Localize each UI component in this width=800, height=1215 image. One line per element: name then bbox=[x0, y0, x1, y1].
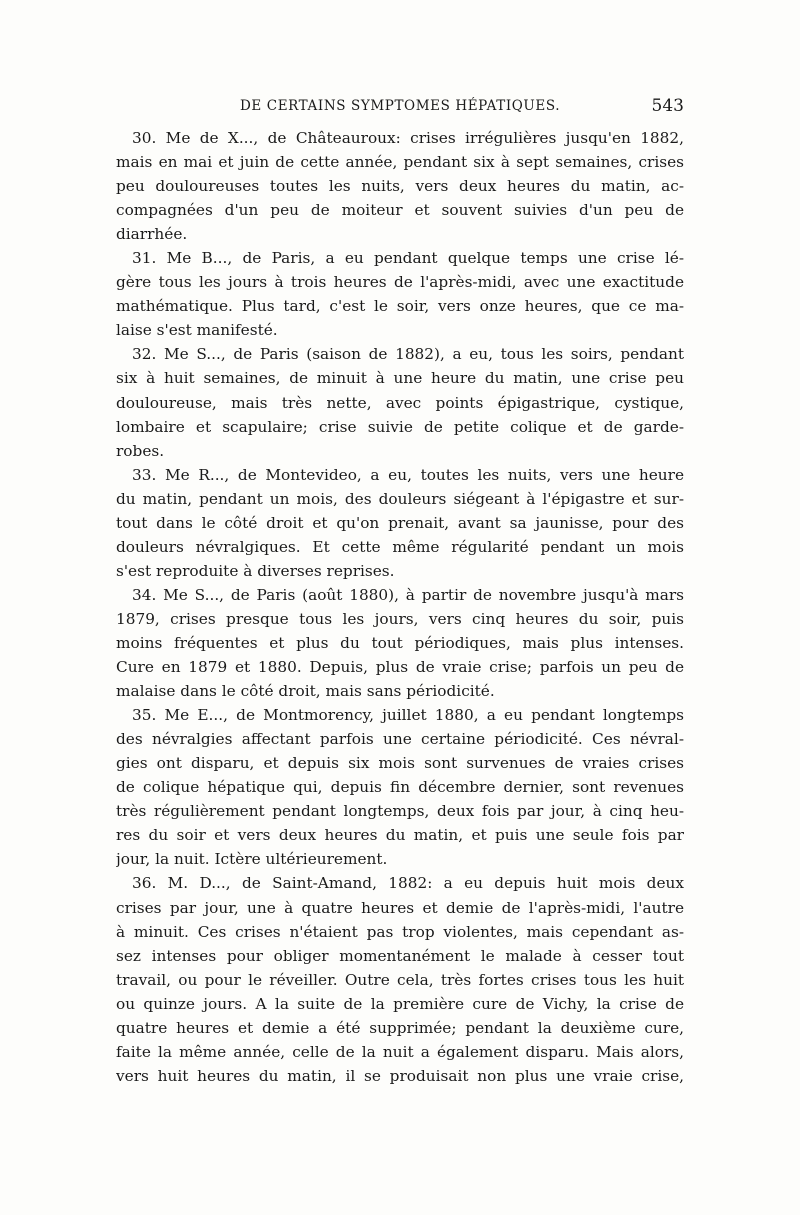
case-paragraph bbox=[116, 583, 684, 703]
case-paragraph bbox=[116, 703, 684, 871]
case-opening-line: 36. M. D..., de Saint-Amand, 1882: a eu depuis huit mois deux bbox=[132, 874, 684, 893]
text-line: gère tous les jours à trois heures de l'après-midi, avec une exactitude bbox=[116, 273, 684, 292]
text-line: jour, la nuit. Ictère ultérieurement. bbox=[116, 850, 388, 869]
text-line: diarrhée. bbox=[116, 225, 188, 244]
text-line: très régulièrement pendant longtemps, deux fois par jour, à cinq heu- bbox=[116, 802, 684, 821]
case-opening-line: 32. Me S..., de Paris (saison de 1882), a eu, tous les soirs, pendant bbox=[132, 345, 684, 364]
text-line: mais en mai et juin de cette année, pendant six à sept semaines, crises bbox=[116, 153, 684, 172]
text-line: compagnées d'un peu de moiteur et souvent suivies d'un peu de bbox=[116, 201, 684, 220]
text-line: peu douloureuses toutes les nuits, vers deux heures du matin, ac- bbox=[116, 177, 684, 196]
text-line: des névralgies affectant parfois une certaine périodicité. Ces névral- bbox=[116, 730, 684, 749]
body-text bbox=[116, 126, 684, 1088]
text-line: quatre heures et demie a été supprimée; pendant la deuxième cure, bbox=[116, 1018, 684, 1037]
text-line: tout dans le côté droit et qu'on prenait, avant sa jaunisse, pour des bbox=[116, 513, 684, 532]
case-opening-line: 34. Me S..., de Paris (août 1880), à partir de novembre jusqu'à mars bbox=[132, 585, 684, 604]
text-line: Cure en 1879 et 1880. Depuis, plus de vraie crise; parfois un peu de bbox=[116, 658, 684, 677]
case-opening-line: 33. Me R..., de Montevideo, a eu, toutes les nuits, vers une heure bbox=[132, 465, 684, 484]
case-opening-line: 35. Me E..., de Montmorency, juillet 1880, a eu pendant longtemps bbox=[132, 706, 684, 725]
case-opening-line: 31. Me B..., de Paris, a eu pendant quelque temps une crise lé- bbox=[132, 249, 684, 268]
text-line: moins fréquentes et plus du tout périodiques, mais plus intenses. bbox=[116, 633, 684, 652]
text-line: du matin, pendant un mois, des douleurs siégeant à l'épigastre et sur- bbox=[116, 489, 684, 508]
case-paragraph bbox=[116, 871, 684, 1087]
text-line: robes. bbox=[116, 441, 165, 460]
text-line: vers huit heures du matin, il se produisait non plus une vraie crise, bbox=[116, 1066, 684, 1085]
text-line: laise s'est manifesté. bbox=[116, 321, 278, 340]
text-line: ou quinze jours. A la suite de la première cure de Vichy, la crise de bbox=[116, 994, 684, 1013]
case-paragraph bbox=[116, 246, 684, 342]
text-line: res du soir et vers deux heures du matin, et puis une seule fois par bbox=[116, 826, 684, 845]
text-line: faite la même année, celle de la nuit a également disparu. Mais alors, bbox=[116, 1042, 684, 1061]
running-title: DE CERTAINS SYMPTOMES HÉPATIQUES. bbox=[240, 98, 561, 114]
text-line: malaise dans le côté droit, mais sans périodicité. bbox=[116, 682, 495, 701]
text-line: 1879, crises presque tous les jours, vers cinq heures du soir, puis bbox=[116, 609, 684, 628]
case-paragraph bbox=[116, 463, 684, 583]
text-line: douloureuse, mais très nette, avec points épigastrique, cystique, bbox=[116, 393, 684, 412]
text-line: sez intenses pour obliger momentanément le malade à cesser tout bbox=[116, 946, 684, 965]
page-number: 543 bbox=[651, 96, 684, 116]
text-line: à minuit. Ces crises n'étaient pas trop violentes, mais cependant as- bbox=[116, 922, 684, 941]
text-line: gies ont disparu, et depuis six mois sont survenues de vraies crises bbox=[116, 754, 684, 773]
case-paragraph bbox=[116, 342, 684, 462]
text-line: six à huit semaines, de minuit à une heure du matin, une crise peu bbox=[116, 369, 684, 388]
text-line: douleurs névralgiques. Et cette même régularité pendant un mois bbox=[116, 537, 684, 556]
text-line: lombaire et scapulaire; crise suivie de petite colique et de garde- bbox=[116, 417, 684, 436]
text-line: mathématique. Plus tard, c'est le soir, vers onze heures, que ce ma- bbox=[116, 297, 684, 316]
case-paragraph bbox=[116, 126, 684, 246]
text-line: crises par jour, une à quatre heures et demie de l'après-midi, l'autre bbox=[116, 898, 684, 917]
text-line: s'est reproduite à diverses reprises. bbox=[116, 561, 395, 580]
text-line: travail, ou pour le réveiller. Outre cela, très fortes crises tous les huit bbox=[116, 970, 684, 989]
running-head bbox=[116, 96, 684, 120]
case-opening-line: 30. Me de X..., de Châteauroux: crises irrégulières jusqu'en 1882, bbox=[132, 129, 684, 147]
text-line: de colique hépatique qui, depuis fin décembre dernier, sont revenues bbox=[116, 778, 684, 797]
